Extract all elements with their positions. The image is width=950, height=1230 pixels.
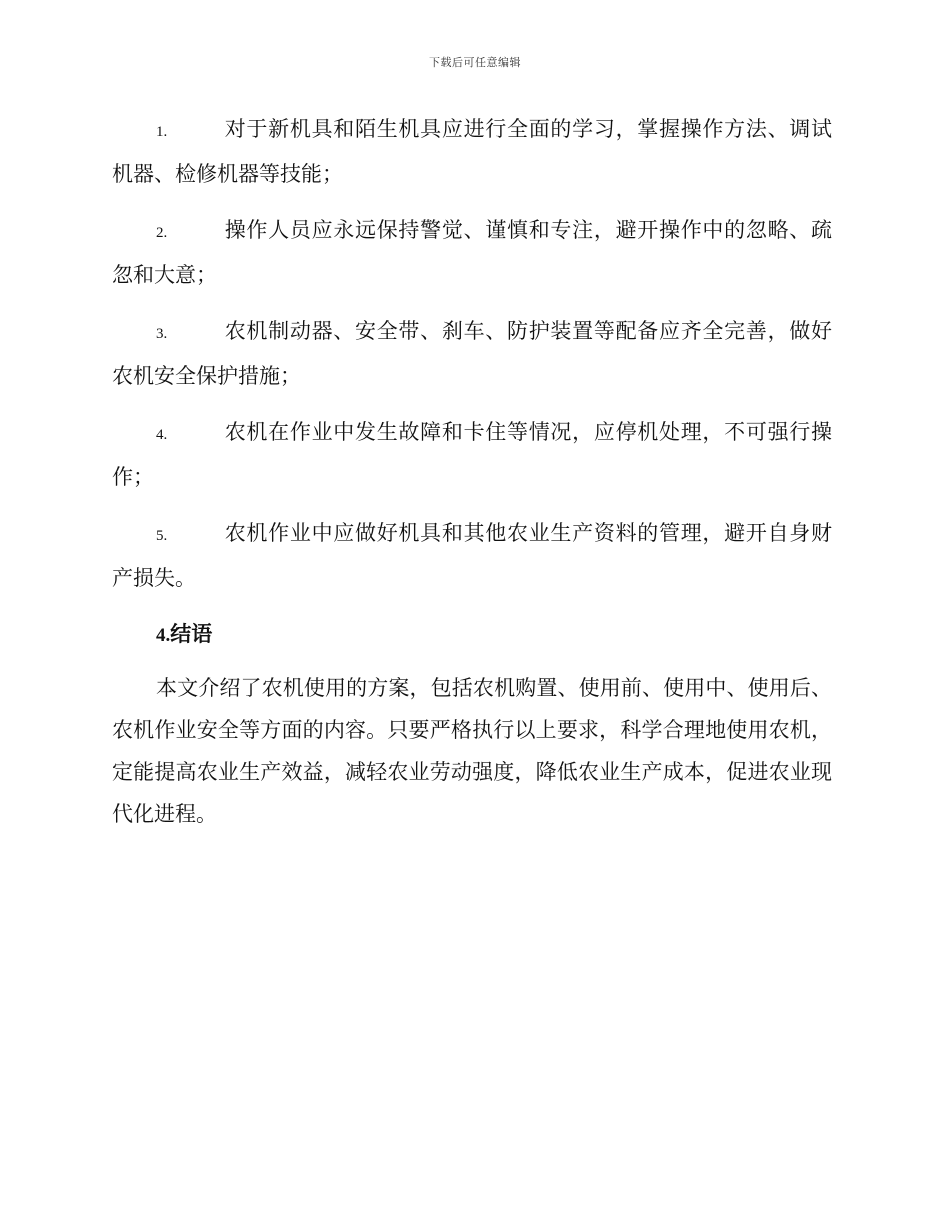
list-item (112, 310, 832, 397)
list-item-text: 农机作业中应做好机具和其他农业生产资料的管理，避开自身财产损失。 (112, 521, 832, 590)
list-item-text: 对于新机具和陌生机具应进行全面的学习，掌握操作方法、调试机器、检修机器等技能； (112, 117, 832, 186)
list-item (112, 411, 832, 498)
page-header: 下载后可任意编辑 (429, 56, 521, 69)
list-item-text: 农机在作业中发生故障和卡住等情况，应停机处理，不可强行操作； (112, 420, 832, 489)
list-item-number: 5. (156, 528, 168, 544)
list-item-text: 农机制动器、安全带、刹车、防护装置等配备应齐全完善，做好农机安全保护措施； (112, 319, 832, 388)
list-item (112, 209, 832, 296)
section-number: 4. (156, 625, 171, 646)
list-item-text: 操作人员应永远保持警觉、谨慎和专注，避开操作中的忽略、疏忽和大意； (112, 218, 832, 287)
list-item-number: 4. (156, 427, 168, 443)
section-heading (112, 613, 832, 657)
list-item-number: 3. (156, 326, 168, 342)
list-item-number: 2. (156, 225, 168, 241)
list-item-number: 1. (156, 124, 168, 140)
section-title: 结语 (170, 621, 213, 646)
conclusion-paragraph: 本文介绍了农机使用的方案，包括农机购置、使用前、使用中、使用后、农机作业安全等方面的内容。只要严格执行以上要求，科学合理地使用农机，定能提高农业生产效益，减轻农业劳动强度，降低农业生产成本，促进农业现代化进程。 (112, 676, 832, 826)
list-item (112, 108, 832, 195)
document-body (112, 108, 832, 835)
list-item (112, 512, 832, 599)
